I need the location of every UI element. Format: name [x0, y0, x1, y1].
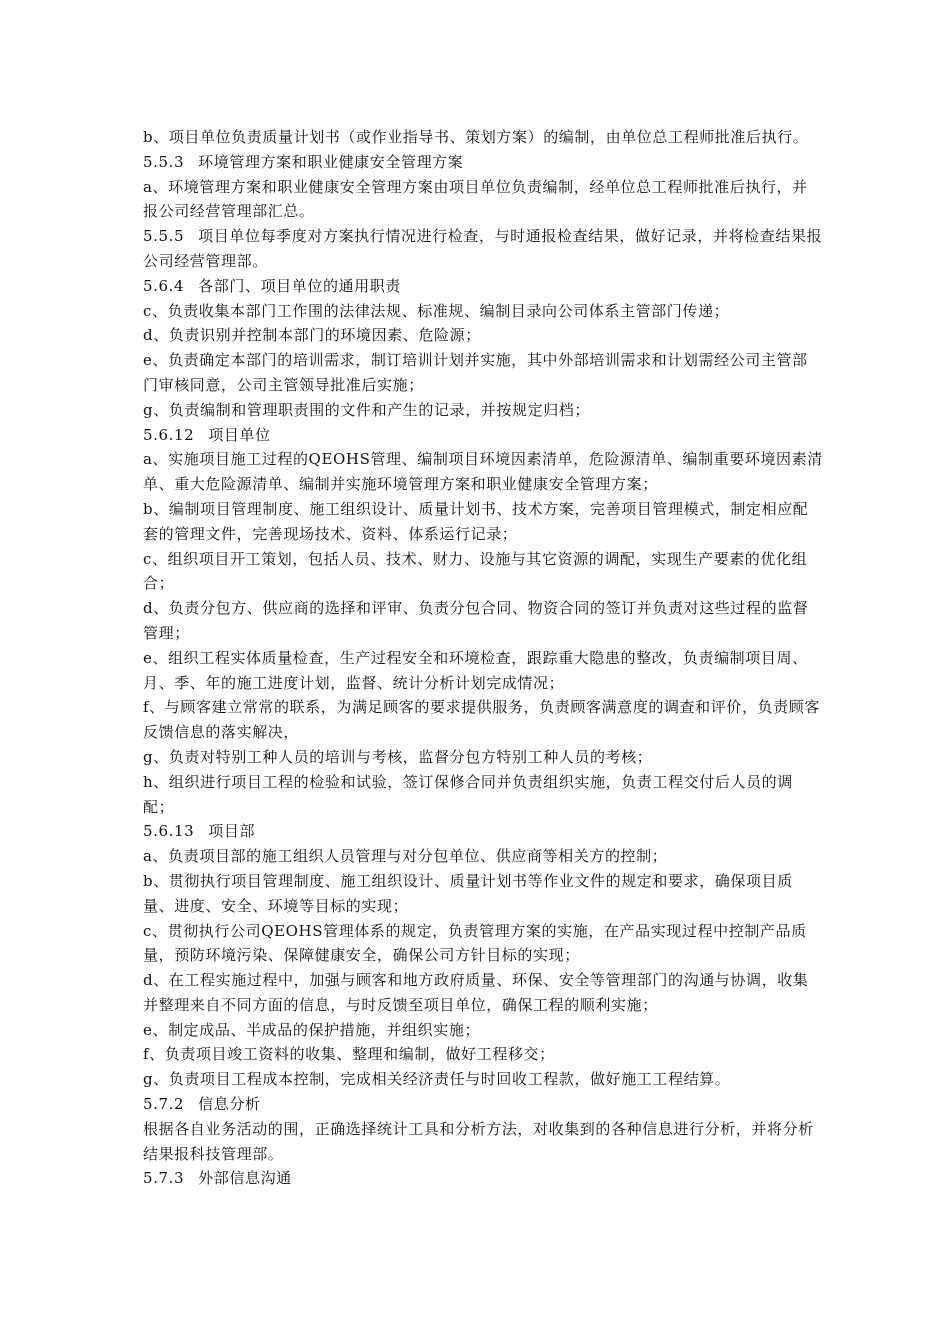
paragraph: e、制定成品、半成品的保护措施，并组织实施；	[143, 1020, 481, 1039]
section-heading	[143, 274, 823, 299]
section-heading	[143, 1092, 823, 1117]
section-title: 各部门、项目单位的通用职责	[198, 276, 401, 295]
paragraph: a、负责项目部的施工组织人员管理与对分包单位、供应商等相关方的控制；	[143, 847, 668, 866]
section-title: 项目部	[208, 822, 256, 841]
section-number: 5.7.2	[143, 1095, 185, 1114]
paragraph: a、实施项目施工过程的QEOHS管理、编制项目环境因素清单，危险源清单、编制重要环境因素清单、重大危险源清单、编制并实施环境管理方案和职业健康安全管理方案；	[143, 450, 823, 494]
paragraph: f、与顾客建立常常的联系，为满足顾客的要求提供服务，负责顾客满意度的调查和评价，负责顾客反馈信息的落实解决，	[143, 698, 820, 742]
paragraph: g、负责项目工程成本控制，完成相关经济责任与时回收工程款，做好施工工程结算。	[143, 1070, 731, 1089]
paragraph: g、负责编制和管理职责围的文件和产生的记录，并按规定归档；	[143, 400, 591, 419]
paragraph: c、贯彻执行公司QEOHS管理体系的规定，负责管理方案的实施，在产品实现过程中控制产品质量，预防环境污染、保障健康安全，确保公司方针目标的实现；	[143, 921, 807, 965]
section-heading	[143, 150, 823, 175]
section-heading	[143, 1166, 823, 1191]
section-number: 5.5.3	[143, 152, 185, 171]
section-number: 5.6.4	[143, 276, 185, 295]
paragraph: 根据各自业务活动的围，正确选择统计工具和分析方法，对收集到的各种信息进行分析，并将分析结果报科技管理部。	[143, 1119, 814, 1163]
section-title: 项目单位	[208, 425, 271, 444]
section-title: 环境管理方案和职业健康安全管理方案	[198, 152, 464, 171]
paragraph: c、负责收集本部门工作围的法律法规、标准规、编制目录向公司体系主管部门传递；	[143, 301, 730, 320]
document-body	[143, 125, 823, 1191]
paragraph: b、贯彻执行项目管理制度、施工组织设计、质量计划书等作业文件的规定和要求，确保项目质量、进度、安全、环境等目标的实现；	[143, 871, 793, 915]
section-heading	[143, 224, 823, 274]
paragraph: a、环境管理方案和职业健康安全管理方案由项目单位负责编制，经单位总工程师批准后执行，并报公司经营管理部汇总。	[143, 177, 808, 221]
paragraph: c、组织项目开工策划，包括人员、技术、财力、设施与其它资源的调配，实现生产要素的优化组合；	[143, 549, 808, 593]
section-heading	[143, 819, 823, 844]
paragraph: b、编制项目管理制度、施工组织设计、质量计划书、技术方案，完善项目管理模式，制定相应配套的管理文件，完善现场技术、资料、体系运行记录；	[143, 499, 809, 543]
section-number: 5.5.5	[143, 227, 185, 246]
section-number: 5.6.12	[143, 425, 195, 444]
paragraph: e、组织工程实体质量检查，生产过程安全和环境检查，跟踪重大隐患的整改，负责编制项目周、月、季、年的施工进度计划，监督、统计分析计划完成情况；	[143, 648, 808, 692]
paragraph: b、项目单位负责质量计划书（或作业指导书、策划方案）的编制，由单位总工程师批准后执行。	[143, 128, 809, 146]
paragraph: d、在工程实施过程中，加强与顾客和地方政府质量、环保、安全等管理部门的沟通与协调，收集并整理来自不同方面的信息，与时反馈至项目单位，确保工程的顺利实施；	[143, 971, 809, 1014]
section-title: 信息分析	[198, 1095, 261, 1114]
paragraph: e、负责确定本部门的培训需求，制订培训计划并实施，其中外部培训需求和计划需经公司主管部门审核同意，公司主管领导批准后实施；	[143, 351, 808, 394]
paragraph: h、组织进行项目工程的检验和试验，签订保修合同并负责组织实施，负责工程交付后人员的调配；	[143, 772, 793, 816]
section-number: 5.7.3	[143, 1169, 185, 1188]
paragraph: d、负责识别并控制本部门的环境因素、危险源；	[143, 326, 481, 345]
paragraph: f、负责项目竣工资料的收集、整理和编制，做好工程移交；	[143, 1045, 555, 1064]
section-title: 外部信息沟通	[198, 1169, 292, 1188]
paragraph: g、负责对特别工种人员的培训与考核，监督分包方特别工种人员的考核；	[143, 747, 653, 766]
section-title: 项目单位每季度对方案执行情况进行检查，与时通报检查结果，做好记录，并将检查结果报公司经营管理部。	[143, 227, 823, 270]
section-number: 5.6.13	[143, 822, 195, 841]
section-heading	[143, 423, 823, 448]
paragraph: d、负责分包方、供应商的选择和评审、负责分包合同、物资合同的签订并负责对这些过程的监督管理；	[143, 599, 809, 642]
